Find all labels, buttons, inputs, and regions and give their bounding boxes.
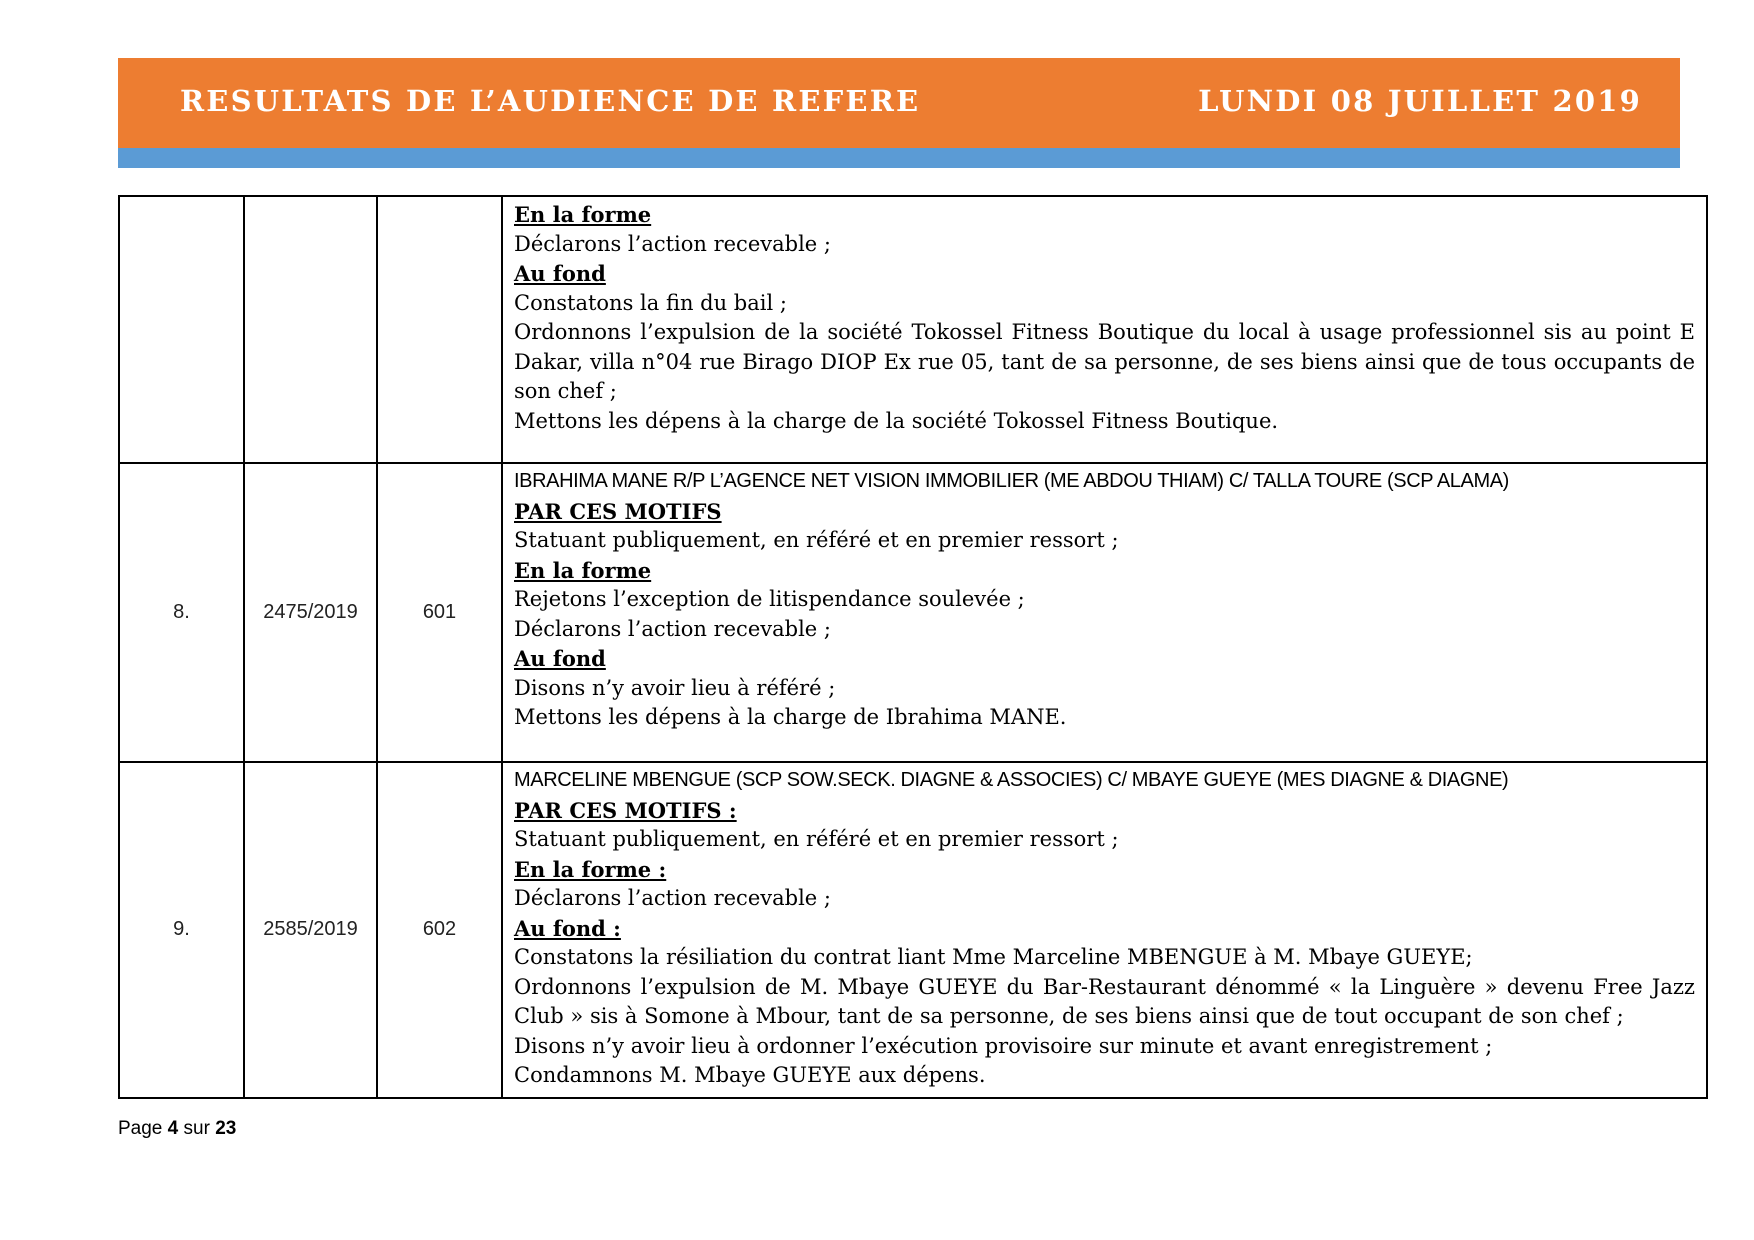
- decision-line: Déclarons l’action recevable ;: [514, 886, 831, 910]
- decision-number: [377, 196, 502, 463]
- page-separator: sur: [183, 1118, 210, 1139]
- table-row: [119, 762, 1707, 1098]
- section-heading: En la forme: [514, 202, 652, 227]
- decision-line: Déclarons l’action recevable ;: [514, 616, 831, 641]
- table-row: [119, 463, 1707, 762]
- results-table: [118, 195, 1708, 1099]
- decision-line: Constatons la résiliation du contrat liant Mme Marceline MBENGUE à M. Mbaye GUEYE;: [514, 945, 1473, 969]
- page-total: 23: [215, 1118, 237, 1139]
- section-heading: En la forme: [514, 557, 652, 583]
- section-heading: Au fond :: [514, 915, 621, 941]
- decision-text: [502, 762, 1707, 1098]
- decision-line: Mettons les dépens à la charge de la société Tokossel Fitness Boutique.: [514, 408, 1279, 433]
- section-heading: PAR CES MOTIFS: [514, 498, 722, 524]
- decision-text: [502, 196, 1707, 463]
- decision-line: Constatons la fin du bail ;: [514, 290, 787, 315]
- decision-line: Disons n’y avoir lieu à ordonner l’exécution provisoire sur minute et avant enregistrement ;: [514, 1033, 1493, 1058]
- page-label: Page: [118, 1118, 163, 1139]
- case-reference: 2475/2019: [244, 463, 377, 762]
- decision-line: Statuant publiquement, en référé et en premier ressort ;: [514, 827, 1119, 851]
- case-reference: 2585/2019: [244, 762, 377, 1098]
- page-footer: [118, 1118, 236, 1140]
- decision-number: 602: [377, 762, 502, 1098]
- header-stripe: [118, 148, 1680, 168]
- decision-line: Ordonnons l’expulsion de M. Mbaye GUEYE du Bar-Restaurant dénommé « la Linguère » devenu Free Jazz Club » sis à Somone à Mbour, tant de sa personne, de ses biens ainsi que de tout occupant de son chef ;: [514, 974, 1695, 1028]
- decision-line: Disons n’y avoir lieu à référé ;: [514, 675, 836, 700]
- section-heading: En la forme :: [514, 856, 667, 882]
- decision-number: 601: [377, 463, 502, 762]
- decision-line: Mettons les dépens à la charge de Ibrahima MANE.: [514, 705, 1067, 729]
- decision-line: Statuant publiquement, en référé et en premier ressort ;: [514, 528, 1119, 552]
- decision-line: Ordonnons l’expulsion de la société Tokossel Fitness Boutique du local à usage professionnel sis au point E Dakar, villa n°04 rue Birago DIOP Ex rue 05, tant de sa personne, de ses biens ainsi que de tous occupants de son chef ;: [514, 320, 1695, 403]
- page-current: 4: [167, 1118, 179, 1139]
- row-number: [119, 196, 244, 463]
- table-row: [119, 196, 1707, 463]
- section-heading: PAR CES MOTIFS :: [514, 797, 737, 823]
- decision-line: Rejetons l’exception de litispendance soulevée ;: [514, 587, 1025, 611]
- case-parties: IBRAHIMA MANE R/P L’AGENCE NET VISION IMMOBILIER (ME ABDOU THIAM) C/ TALLA TOURE (SCP ALAMA): [514, 470, 1509, 492]
- section-heading: Au fond: [514, 646, 606, 671]
- hearing-date: LUNDI 08 JUILLET 2019: [1198, 84, 1642, 118]
- decision-text: [502, 463, 1707, 762]
- decision-line: Condamnons M. Mbaye GUEYE aux dépens.: [514, 1063, 986, 1087]
- document-title: RESULTATS DE L’AUDIENCE DE REFERE: [180, 84, 921, 118]
- row-number: 9.: [119, 762, 244, 1098]
- case-parties: MARCELINE MBENGUE (SCP SOW.SECK. DIAGNE & ASSOCIES) C/ MBAYE GUEYE (MES DIAGNE & DIAGNE): [514, 769, 1509, 791]
- decision-line: Déclarons l’action recevable ;: [514, 231, 831, 256]
- section-heading: Au fond: [514, 261, 606, 286]
- case-reference: [244, 196, 377, 463]
- row-number: 8.: [119, 463, 244, 762]
